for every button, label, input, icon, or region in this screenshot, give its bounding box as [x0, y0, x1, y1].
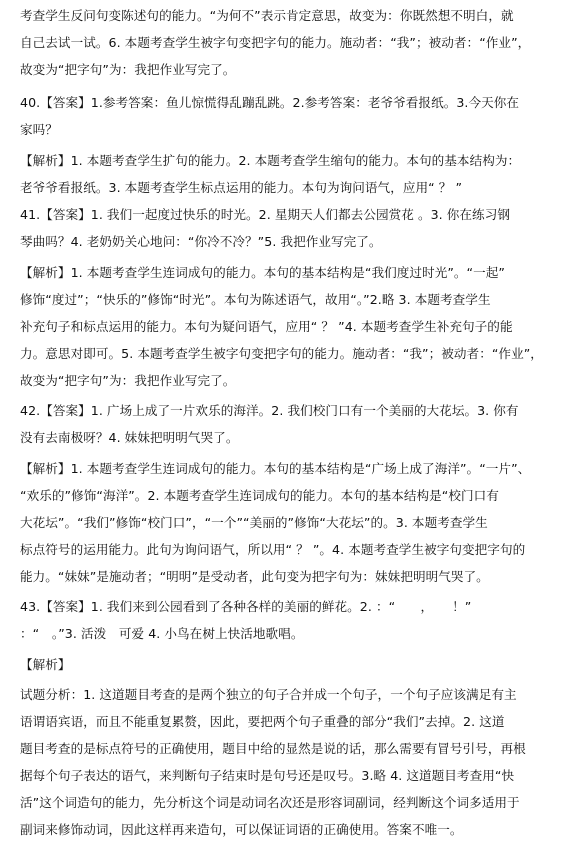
text-line: 故变为“把字句”为：我把作业写完了。 [20, 373, 236, 388]
text-line: “欢乐的”修饰“海洋”。2. 本题考查学生连词成句的能力。本句的基本结构是“校门口有 [20, 488, 499, 503]
text-line: 故变为“把字句”为：我把作业写完了。 [20, 62, 236, 77]
text-line: 老爷爷看报纸。3. 本题考查学生标点运用的能力。本句为询问语气，应用“ ？ ” [20, 180, 463, 195]
text-line: ：“ 。”3. 活泼 可爱 4. 小鸟在树上快活地歌唱。 [20, 626, 304, 641]
text-line: 没有去南极呀？4. 妹妹把明明气哭了。 [20, 430, 239, 445]
text-line: 43.【答案】1. 我们来到公园看到了各种各样的美丽的鲜花。2. ：“ ， ！” [20, 599, 472, 614]
text-line: 活”这个词造句的能力，先分析这个词是动词名次还是形容词副词，经判断这个词多适用于 [20, 795, 520, 810]
text-line: 能力。“妹妹”是施动者；“明明”是受动者，此句变为把字句为：妹妹把明明气哭了。 [20, 569, 489, 584]
text-line: 【解析】1. 本题考查学生连词成句的能力。本句的基本结构是“广场上成了海洋”。“一片”、 [20, 461, 531, 476]
text-line: 据每个句子表达的语气，来判断句子结束时是句号还是叹号。3.略 4. 这道题目考查用“快 [20, 768, 515, 783]
text-line: 力。意思对即可。5. 本题考查学生被字句变把字句的能力。施动者：“我”；被动者：“作业”， [20, 346, 543, 361]
text-line: 42.【答案】1. 广场上成了一片欢乐的海洋。2. 我们校门口有一个美丽的大花坛。3. 你有 [20, 403, 519, 418]
text-line: 41.【答案】1. 我们一起度过快乐的时光。2. 星期天人们都去公园赏花 。3. 你在练习钢 [20, 207, 510, 222]
text-line: 语谓语宾语，而且不能重复累赘，因此，要把两个句子重叠的部分“我们”去掉。2. 这道 [20, 714, 505, 729]
text-line: 试题分析：1. 这道题目考查的是两个独立的句子合并成一个句子，一个句子应该满足有主 [20, 687, 517, 702]
text-line: 自己去试一试。6. 本题考查学生被字句变把字句的能力。施动者：“我”；被动者：“作业”， [20, 35, 531, 50]
text-line: 家吗？ [20, 122, 58, 137]
text-line: 【解析】1. 本题考查学生扩句的能力。2. 本题考查学生缩句的能力。本句的基本结构为： [20, 153, 521, 168]
text-line: 考查学生反问句变陈述句的能力。“为何不”表示肯定意思，故变为：你既然想不明白，就 [20, 8, 514, 23]
text-line: 标点符号的运用能力。此句为询问语气，所以用“ ？ ”。4. 本题考查学生被字句变把字句的 [20, 542, 526, 557]
text-line: 题目考查的是标点符号的正确使用，题目中给的显然是说的话，那么需要有冒号引号，再根 [20, 741, 526, 756]
text-line: 补充句子和标点运用的能力。本句为疑问语气，应用“ ？ ”4. 本题考查学生补充句子的能 [20, 319, 513, 334]
text-line: 【解析】1. 本题考查学生连词成句的能力。本句的基本结构是“我们度过时光”。“一起” [20, 265, 505, 280]
text-line: 修饰“度过”；“快乐的”修饰“时光”。本句为陈述语气，故用“。”2.略 3. 本题考查学生 [20, 292, 491, 307]
text-line: 副词来修饰动词，因此这样再来造句，可以保证词语的正确使用。答案不唯一。 [20, 822, 463, 837]
text-line: 琴曲吗？4. 老奶奶关心地问：“你冷不冷？”5. 我把作业写完了。 [20, 234, 382, 249]
text-line: 【解析】 [20, 657, 71, 672]
text-line: 大花坛”。“我们”修饰“校门口”，“一个”“美丽的”修饰“大花坛”的。3. 本题考查学生 [20, 515, 488, 530]
text-line: 40.【答案】1.参考答案：鱼儿惊慌得乱蹦乱跳。2.参考答案：老爷爷看报纸。3.今天你在 [20, 95, 520, 110]
